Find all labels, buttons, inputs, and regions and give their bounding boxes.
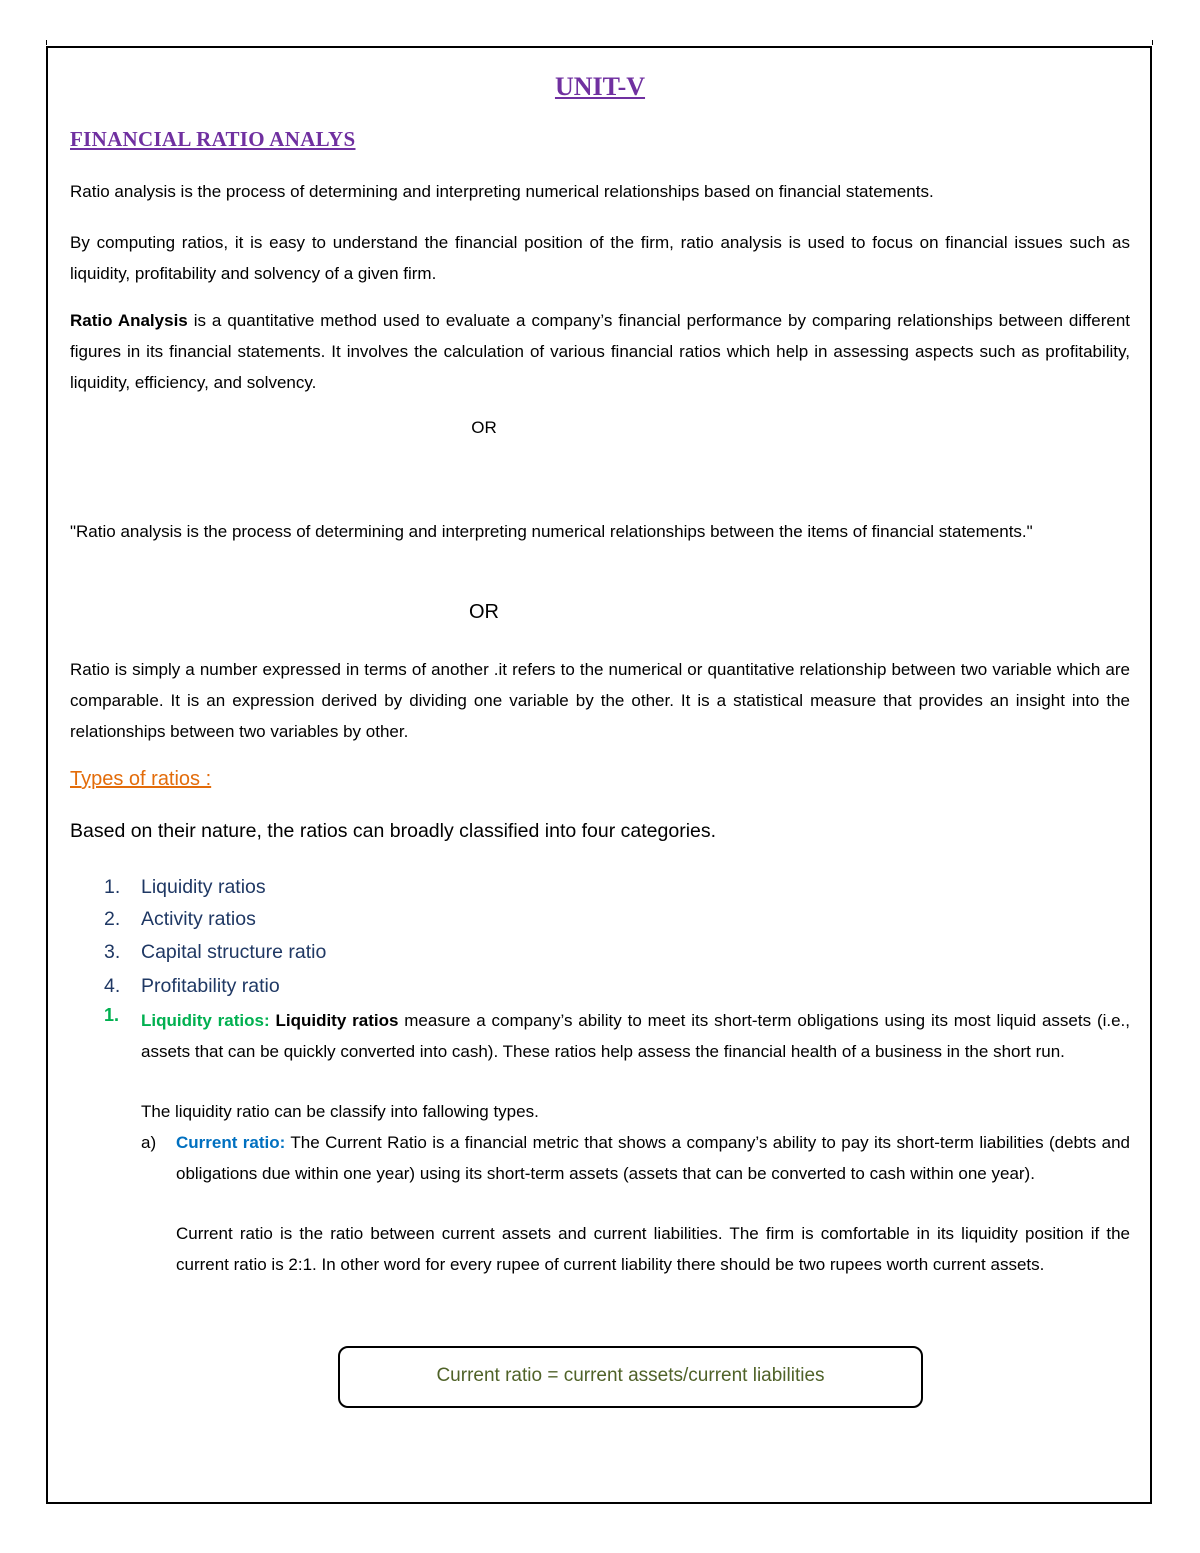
- formula-box: [338, 1346, 923, 1408]
- liquidity-term: Liquidity ratios: [275, 1011, 399, 1030]
- current-ratio-heading: Current ratio:: [176, 1133, 286, 1152]
- corner-mark: [1152, 40, 1153, 45]
- formula-text: Current ratio = current assets/current liabilities: [436, 1365, 825, 1386]
- liquidity-classify: The liquidity ratio can be classify into fallowing types.: [141, 1102, 539, 1121]
- liquidity-text: measure a company’s ability to meet its short-term obligations using its most liquid assets (i.e., assets that can be quickly converted into cash). These ratios help assess the financial health of a business in the short run.: [141, 1011, 1131, 1061]
- list-number: 1.: [104, 876, 121, 898]
- ratio-analysis-term: Ratio Analysis: [70, 311, 188, 330]
- list-label: Activity ratios: [141, 908, 256, 930]
- paragraph-quote: "Ratio analysis is the process of determining and interpreting numerical relationships between the items of financial statements.": [70, 522, 1033, 541]
- types-intro: Based on their nature, the ratios can broadly classified into four categories.: [70, 820, 717, 842]
- list-item: [104, 970, 280, 1003]
- paragraph-ratio-meaning: Ratio is simply a number expressed in terms of another .it refers to the numerical or quantitative relationship between two variable which are comparable. It is an expression derived by dividing one variable by the other. It is a statistical measure that provides an insight into the relationships between two variables by other.: [70, 660, 1130, 741]
- list-item: [104, 903, 256, 936]
- paragraph-computing-ratios: By computing ratios, it is easy to understand the financial position of the firm, ratio analysis is used to focus on financial issues such as liquidity, profitability and solvency of a given firm.: [70, 233, 1130, 283]
- corner-mark: [46, 40, 47, 45]
- paragraph-current-ratio: [176, 1127, 1130, 1189]
- paragraph-definition: Ratio analysis is the process of determining and interpreting numerical relationships based on financial statements.: [70, 182, 934, 201]
- current-ratio-letter: a): [141, 1133, 157, 1152]
- list-label: Liquidity ratios: [141, 876, 266, 898]
- list-number: 4.: [104, 975, 121, 997]
- list-item: [104, 871, 266, 904]
- or-separator: OR: [469, 601, 499, 623]
- paragraph-liquidity: [141, 1005, 1130, 1067]
- types-heading: Types of ratios :: [70, 768, 212, 790]
- liquidity-heading: Liquidity ratios:: [141, 1011, 270, 1030]
- list-label: Profitability ratio: [141, 975, 280, 997]
- list-number: 3.: [104, 941, 121, 963]
- paragraph-current-ratio-2: Current ratio is the ratio between current assets and current liabilities. The firm is comfortable in its liquidity position if the current ratio is 2:1. In other word for every rupee of current liability there should be two rupees worth current assets.: [176, 1224, 1130, 1274]
- list-item: [104, 936, 326, 969]
- or-separator: OR: [471, 418, 497, 437]
- list-number: 2.: [104, 908, 121, 930]
- ratio-analysis-text: is a quantitative method used to evaluate a company’s financial performance by comparing relationships between different figures in its financial statements. It involves the calculation of various financial ratios which help in assessing aspects such as profitability, liquidity, efficiency, and solvency.: [70, 311, 1130, 392]
- section-title: FINANCIAL RATIO ANALYS: [70, 127, 356, 151]
- liquidity-number: 1.: [104, 1005, 120, 1025]
- paragraph-ratio-analysis: [70, 305, 1130, 398]
- unit-title: UNIT-V: [554, 72, 646, 101]
- current-ratio-text: The Current Ratio is a financial metric that shows a company’s ability to pay its short-term liabilities (debts and obligations due within one year) using its short-term assets (assets that can be converted to cash within one year).: [176, 1133, 1130, 1183]
- list-label: Capital structure ratio: [141, 941, 327, 963]
